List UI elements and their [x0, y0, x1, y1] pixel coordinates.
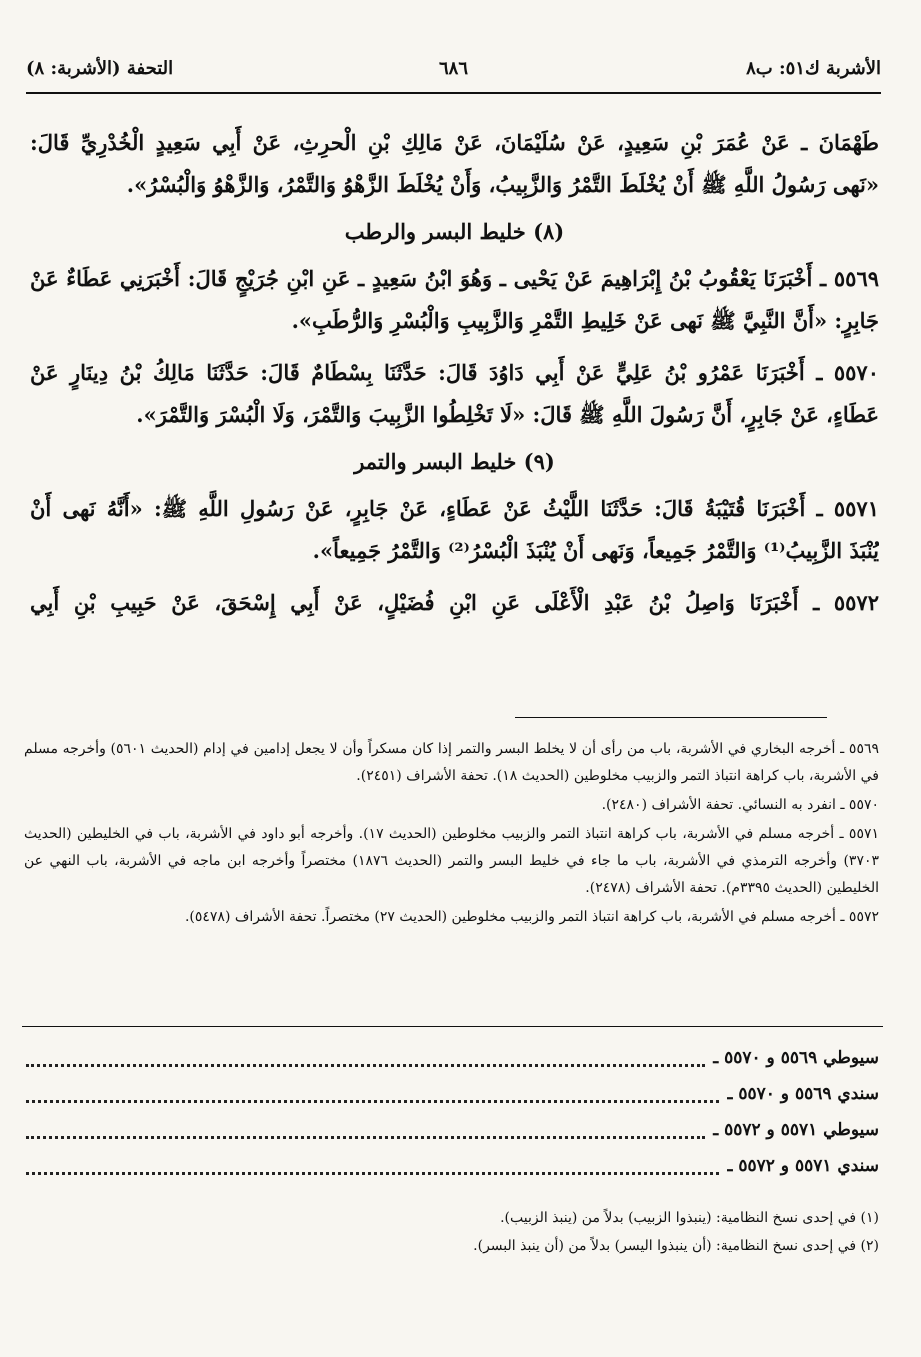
- note-5569: ٥٥٦٩ ـ أخرجه البخاري في الأشربة، باب من رأى أن لا يخلط البسر والتمر إذا كان مسكراً وأن لا يجعل إدامين في إدام (الحديث ٥٦٠١) وأخرجه مسلم في الأشربة، باب كراهة انتباذ التمر والزبيب مخلوطين (الحديث ١٨). تحفة الأشراف (٢٤٥١).: [24, 741, 879, 784]
- page-number: ٦٨٦: [438, 58, 469, 79]
- takhrij-notes: [24, 736, 879, 933]
- page-header: [26, 52, 881, 86]
- hadith-5569-line: جَابِرٍ: «أَنَّ النَّبِيَّ ﷺ نَهى عَنْ خَلِيطِ التَّمْرِ وَالزَّبِيبِ وَالْبُسْرِ وَالرُّطَبِ».: [291, 308, 879, 333]
- section-heading-8: (٨) خليط البسر والرطب: [344, 219, 565, 244]
- hadith-5570-line: عَطَاءٍ، عَنْ جَابِرٍ، أَنَّ رَسُولَ اللَّهِ ﷺ قَالَ: «لَا تَخْلِطُوا الزَّبِيبَ وَالتَّمْرَ، وَلَا الْبُسْرَ وَالتَّمْرَ».: [136, 402, 879, 427]
- ref-row: [22, 1112, 879, 1148]
- ref-row: [22, 1040, 879, 1076]
- hadith-5569-line: ٥٥٦٩ ـ أَخْبَرَنَا يَعْقُوبُ بْنُ إِبْرَاهِيمَ عَنْ يَحْيى ـ وَهُوَ ابْنُ سَعِيدٍ ـ عَنِ ابْنِ جُرَيْجٍ قَالَ: أَخْبَرَنِي عَطَاءٌ عَنْ: [30, 266, 879, 291]
- header-rule: [26, 92, 881, 94]
- hadith-5570-line: ٥٥٧٠ ـ أَخْبَرَنَا عَمْرُو بْنُ عَلِيٍّ عَنْ أَبِي دَاوُدَ قَالَ: حَدَّثَنَا بِسْطَامٌ قَالَ: حَدَّثَنَا مَالِكُ بْنُ دِينَارٍ عَنْ: [30, 360, 879, 385]
- text-line: طَهْمَانَ ـ عَنْ عُمَرَ بْنِ سَعِيدٍ، عَنْ سُلَيْمَانَ، عَنْ مَالِكِ بْنِ الْحرِثِ، عَنْ أَبِي سَعِيدٍ الْخُدْرِيِّ قَالَ:: [30, 130, 879, 155]
- dot-leader: [26, 1086, 719, 1103]
- text-line: «نَهى رَسُولُ اللَّهِ ﷺ أَنْ يُخْلَطَ التَّمْرُ وَالزَّبِيبُ، وَأَنْ يُخْلَطَ الزَّهْوُ وَالتَّمْرُ، وَالزَّهْوُ وَالْبُسْرُ».: [126, 172, 879, 197]
- dot-leader: [26, 1050, 705, 1067]
- ref-label: سندي ٥٥٧١ و ٥٥٧٢ ـ: [727, 1156, 879, 1176]
- footnotes: [22, 1204, 879, 1260]
- ref-row: [22, 1076, 879, 1112]
- hadith-5571-line: ٥٥٧١ ـ أَخْبَرَنَا قُتَيْبَةُ قَالَ: حَدَّثَنَا اللَّيْثُ عَنْ عَطَاءٍ، عَنْ جَابِرٍ، عَنْ رَسُولِ اللَّهِ ﷺ: «أَنَّهُ نَهى أَنْ: [30, 496, 879, 521]
- dot-leader: [26, 1158, 719, 1175]
- footnote-2: (٢) في إحدى نسخ النظامية: (أن ينبذوا اليسر) بدلاً من (أن ينبذ البسر).: [473, 1238, 879, 1254]
- ref-row: [22, 1148, 879, 1184]
- note-5572: ٥٥٧٢ ـ أخرجه مسلم في الأشربة، باب كراهة انتباذ التمر والزبيب مخلوطين (الحديث ٢٧) مختصراً. تحفة الأشراف (٥٤٧٨).: [184, 909, 879, 925]
- hadith-5571-line: يُنْبَذَ الزَّبِيبُ⁽¹⁾ وَالتَّمْرُ جَمِيعاً، وَنَهى أَنْ يُنْبَذَ الْبُسْرُ⁽²⁾ وَالتَّمْرُ جَمِيعاً».: [312, 538, 879, 563]
- notes-divider: [515, 717, 827, 718]
- refs-divider: [22, 1026, 883, 1027]
- hadith-5572-line: ٥٥٧٢ ـ أَخْبَرَنَا وَاصِلُ بْنُ عَبْدِ الْأَعْلَى عَنِ ابْنِ فُضَيْلٍ، عَنْ أَبِي إِسْحَقَ، عَنْ حَبِيبِ بْنِ أَبِي: [30, 590, 879, 615]
- header-tuhfa-ref: التحفة (الأشربة: ٨): [26, 58, 174, 79]
- ref-label: سيوطي ٥٥٧١ و ٥٥٧٢ ـ: [713, 1120, 879, 1140]
- hadith-text: [30, 122, 879, 624]
- dot-leader: [26, 1122, 705, 1139]
- ref-label: سندي ٥٥٦٩ و ٥٥٧٠ ـ: [727, 1084, 879, 1104]
- footnote-1: (١) في إحدى نسخ النظامية: (ينبذوا الزبيب) بدلاً من (ينبذ الزبيب).: [500, 1210, 879, 1226]
- note-5570: ٥٥٧٠ ـ انفرد به النسائي. تحفة الأشراف (٢٤٨٠).: [601, 797, 879, 813]
- section-heading-9: (٩) خليط البسر والتمر: [354, 449, 555, 474]
- header-chapter-ref: الأشربة ك٥١: ب٨: [746, 58, 881, 79]
- commentary-refs: [22, 1040, 879, 1184]
- ref-label: سيوطي ٥٥٦٩ و ٥٥٧٠ ـ: [713, 1048, 879, 1068]
- note-5571: ٥٥٧١ ـ أخرجه مسلم في الأشربة، باب كراهة انتباذ التمر والزبيب مخلوطين (الحديث ١٧). وأخرجه أبو داود في الأشربة، باب في الخليطين (الحديث ٣٧٠٣) وأخرجه الترمذي في الأشربة، باب ما جاء في خليط البسر والتمر (الحديث ١٨٧٦) مختصراً وأخرجه ابن ماجه في الأشربة، باب النهي عن الخليطين (الحديث ٣٣٩٥م). تحفة الأشراف (٢٤٧٨).: [24, 826, 879, 896]
